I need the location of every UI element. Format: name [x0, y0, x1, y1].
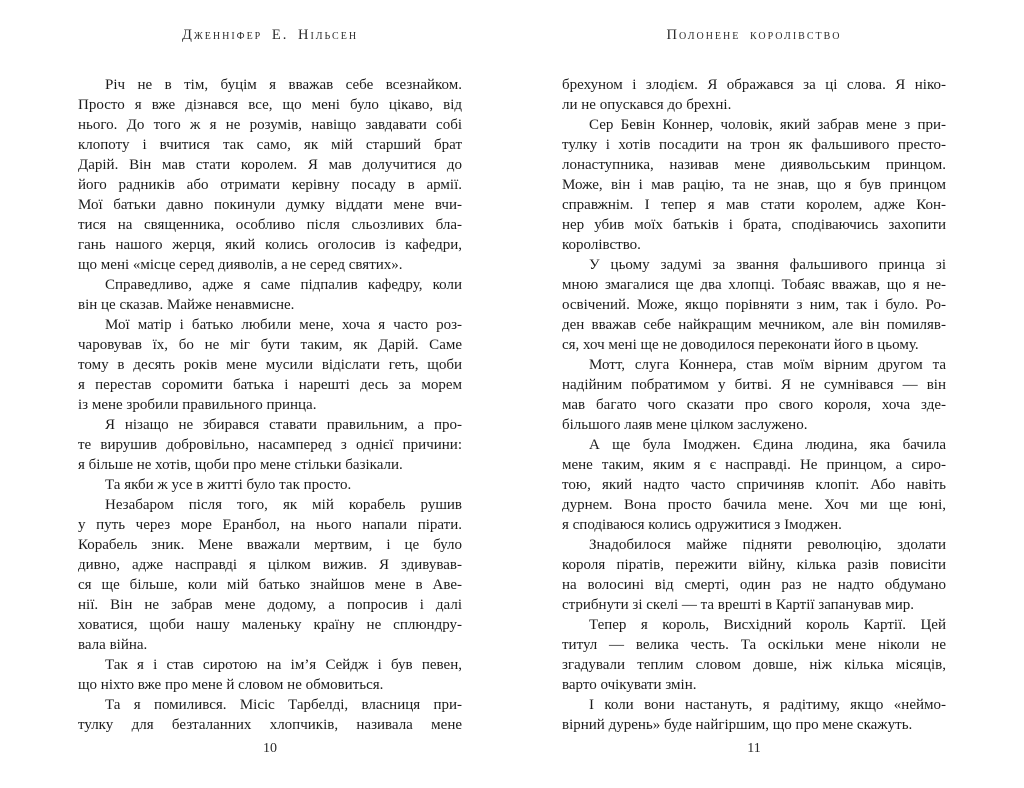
text-line: клопоту і вчитися так само, як мій старший брат [78, 137, 462, 153]
text-line: Мої батьки давно покинули думку віддати мене вчи- [78, 197, 462, 213]
text-line: тою, який надто часто спричиняв клопіт. Або навіть [562, 477, 946, 493]
text-line: Корабель зник. Мене вважали мертвим, і це було [78, 537, 462, 553]
text-line: у путь через море Еранбол, на нього напали пірати. [78, 517, 462, 533]
running-header-book-title: Полонене королівство [666, 27, 842, 43]
text-line: я більше не хотів, щоби про мене стільки базікали. [78, 457, 403, 473]
text-line: нього. До того ж я не розумів, навіщо завдавати собі [78, 117, 462, 133]
text-line: я перестав соромити батька і нарешті десь за морем [78, 377, 462, 393]
text-line: тися на священника, особливо після сльозливих бла- [78, 217, 462, 233]
page-number: 11 [747, 741, 761, 756]
page-body-text [562, 75, 946, 735]
running-header-author: Дженніфер Е. Нільсен [181, 27, 359, 43]
text-line: вірний дурень» буде найгіршим, що про мене скажуть. [562, 717, 913, 733]
paragraph [78, 415, 462, 475]
text-line: Знадобилося майже підняти революцію, здолати [589, 537, 946, 553]
paragraph [562, 435, 946, 535]
text-line: дивно, адже насправді я цілком вижив. Я здивував- [78, 557, 462, 573]
text-line: тулку для безталанних хлопчиків, називала мене [78, 717, 462, 733]
page-right [512, 0, 1024, 788]
paragraph [562, 535, 946, 615]
paragraph [78, 275, 462, 315]
paragraph [562, 115, 946, 255]
text-line: більшого лаяв мене цілком заслужено. [562, 417, 808, 433]
text-line: короля піратів, пережити війну, кілька разів повисіти [562, 557, 946, 573]
text-line: Справедливо, адже я саме підпалив кафедру, коли [105, 277, 462, 293]
text-line: мав багато чого сказати про свого короля, хоча зде- [562, 397, 946, 413]
text-line: гань нашого жерця, який колись оголосив із кафедри, [78, 237, 462, 253]
paragraph [78, 695, 462, 735]
page-number: 10 [263, 741, 277, 756]
text-line: чаровував їх, бо не міг бути таким, як Дарій. Саме [78, 337, 462, 353]
text-line: ли не опускався до брехні. [562, 97, 732, 113]
paragraph [78, 475, 462, 495]
text-line: те вирушив добровільно, насамперед з однієї причини: [78, 437, 462, 453]
text-line: А ще була Імоджен. Єдина людина, яка бачила [589, 437, 946, 453]
text-line: Мотт, слуга Коннера, став моїм вірним другом та [589, 357, 946, 373]
text-line: Так я і став сиротою на ім’я Сейдж і був певен, [105, 657, 462, 673]
text-line: стрибнути зі скелі — та врешті в Картії запанував мир. [562, 597, 915, 613]
text-line: королівство. [562, 237, 641, 253]
text-line: вала війна. [78, 637, 148, 653]
text-line: тулку і хотів посадити на трон як фальшивого престо- [562, 137, 946, 153]
text-line: Тепер я король, Висхідний король Картії. Цей [589, 617, 946, 633]
text-line: мною змагалися ще два хлопці. Тобаяс вважав, що я не- [562, 277, 946, 293]
paragraph [562, 355, 946, 435]
text-line: ховатися, щоби нашу маленьку країну не сплюндру- [78, 617, 462, 633]
text-line: Та якби ж усе в житті було так просто. [105, 477, 352, 493]
text-line: Та я помилився. Місіс Тарбелді, власниця при- [105, 697, 462, 713]
text-line: брехуном і злодієм. Я ображався за ці слова. Я ніко- [562, 77, 946, 93]
page-body-text [78, 75, 462, 735]
text-line: ся, хоч мені ще не доводилося переконати його в цьому. [562, 337, 919, 353]
text-line: Просто я вже дізнався все, що мені було цікаво, від [78, 97, 462, 113]
text-line: Річ не в тім, буцім я вважав себе всезнайком. [105, 77, 462, 93]
text-line: справжнім. І тепер я мав стати королем, адже Кон- [562, 197, 946, 213]
text-line: лонаступника, називав мене диявольським принцом. [562, 157, 946, 173]
paragraph [78, 75, 462, 275]
paragraph [562, 75, 946, 115]
text-line: Я нізащо не збирався ставати правильним, а про- [105, 417, 462, 433]
text-line: що мені «місце серед дияволів, а не серед святих». [78, 257, 403, 273]
text-line: що ніхто вже про мене й словом не обмовиться. [78, 677, 384, 693]
text-line: його радників або отримати керівну посаду в армії. [78, 177, 462, 193]
paragraph [78, 315, 462, 415]
text-line: Дарій. Він мав стати королем. Я мав долучитися до [78, 157, 462, 173]
paragraph [562, 695, 946, 735]
text-line: тому в десять років мене мусили відіслати геть, щоби [78, 357, 462, 373]
text-line: я сподіваюся колись одружитися з Імоджен. [562, 517, 842, 533]
text-line: варто очікувати змін. [562, 677, 697, 693]
text-line: надійним побратимом у битві. Я не сумнівався — він [562, 377, 946, 393]
text-line: Незабаром після того, як мій корабель рушив [105, 497, 462, 513]
text-line: мене таким, яким я є насправді. Не принцом, а сиро- [562, 457, 946, 473]
paragraph [78, 495, 462, 655]
text-line: Сер Бевін Коннер, чоловік, який забрав мене з при- [589, 117, 946, 133]
paragraph [78, 655, 462, 695]
paragraph [562, 255, 946, 355]
text-line: він це сказав. Майже ненавмисне. [78, 297, 295, 313]
paragraph [562, 615, 946, 695]
text-line: згадували теплим словом довше, ніж кілька місяців, [562, 657, 946, 673]
text-line: із мене зробили правильного принца. [78, 397, 317, 413]
text-line: титул — велика честь. Та оскільки мене ніколи не [562, 637, 946, 653]
text-line: Може, він і мав рацію, та не знав, що я був принцом [562, 177, 946, 193]
text-line: дурнем. Вона просто бачила мене. Хоч ми ще юні, [562, 497, 946, 513]
text-line: нії. Він не забрав мене додому, а попросив і далі [78, 597, 462, 613]
text-line: Мої матір і батько любили мене, хоча я часто роз- [105, 317, 462, 333]
text-line: І коли вони настануть, я радітиму, якщо «неймо- [589, 697, 946, 713]
text-line: освічений. Може, якщо порівняти з ним, так і було. Ро- [562, 297, 946, 313]
text-line: нер убив моїх батьків і брата, сподіваючись захопити [562, 217, 946, 233]
text-line: на волосині від смерті, один раз не надто обдумано [562, 577, 946, 593]
text-line: ся ще більше, коли мій батько знайшов мене в Аве- [78, 577, 462, 593]
text-line: У цьому задумі за звання фальшивого принца зі [589, 257, 946, 273]
text-line: ден вважав себе найкращим мечником, але він помиляв- [562, 317, 946, 333]
